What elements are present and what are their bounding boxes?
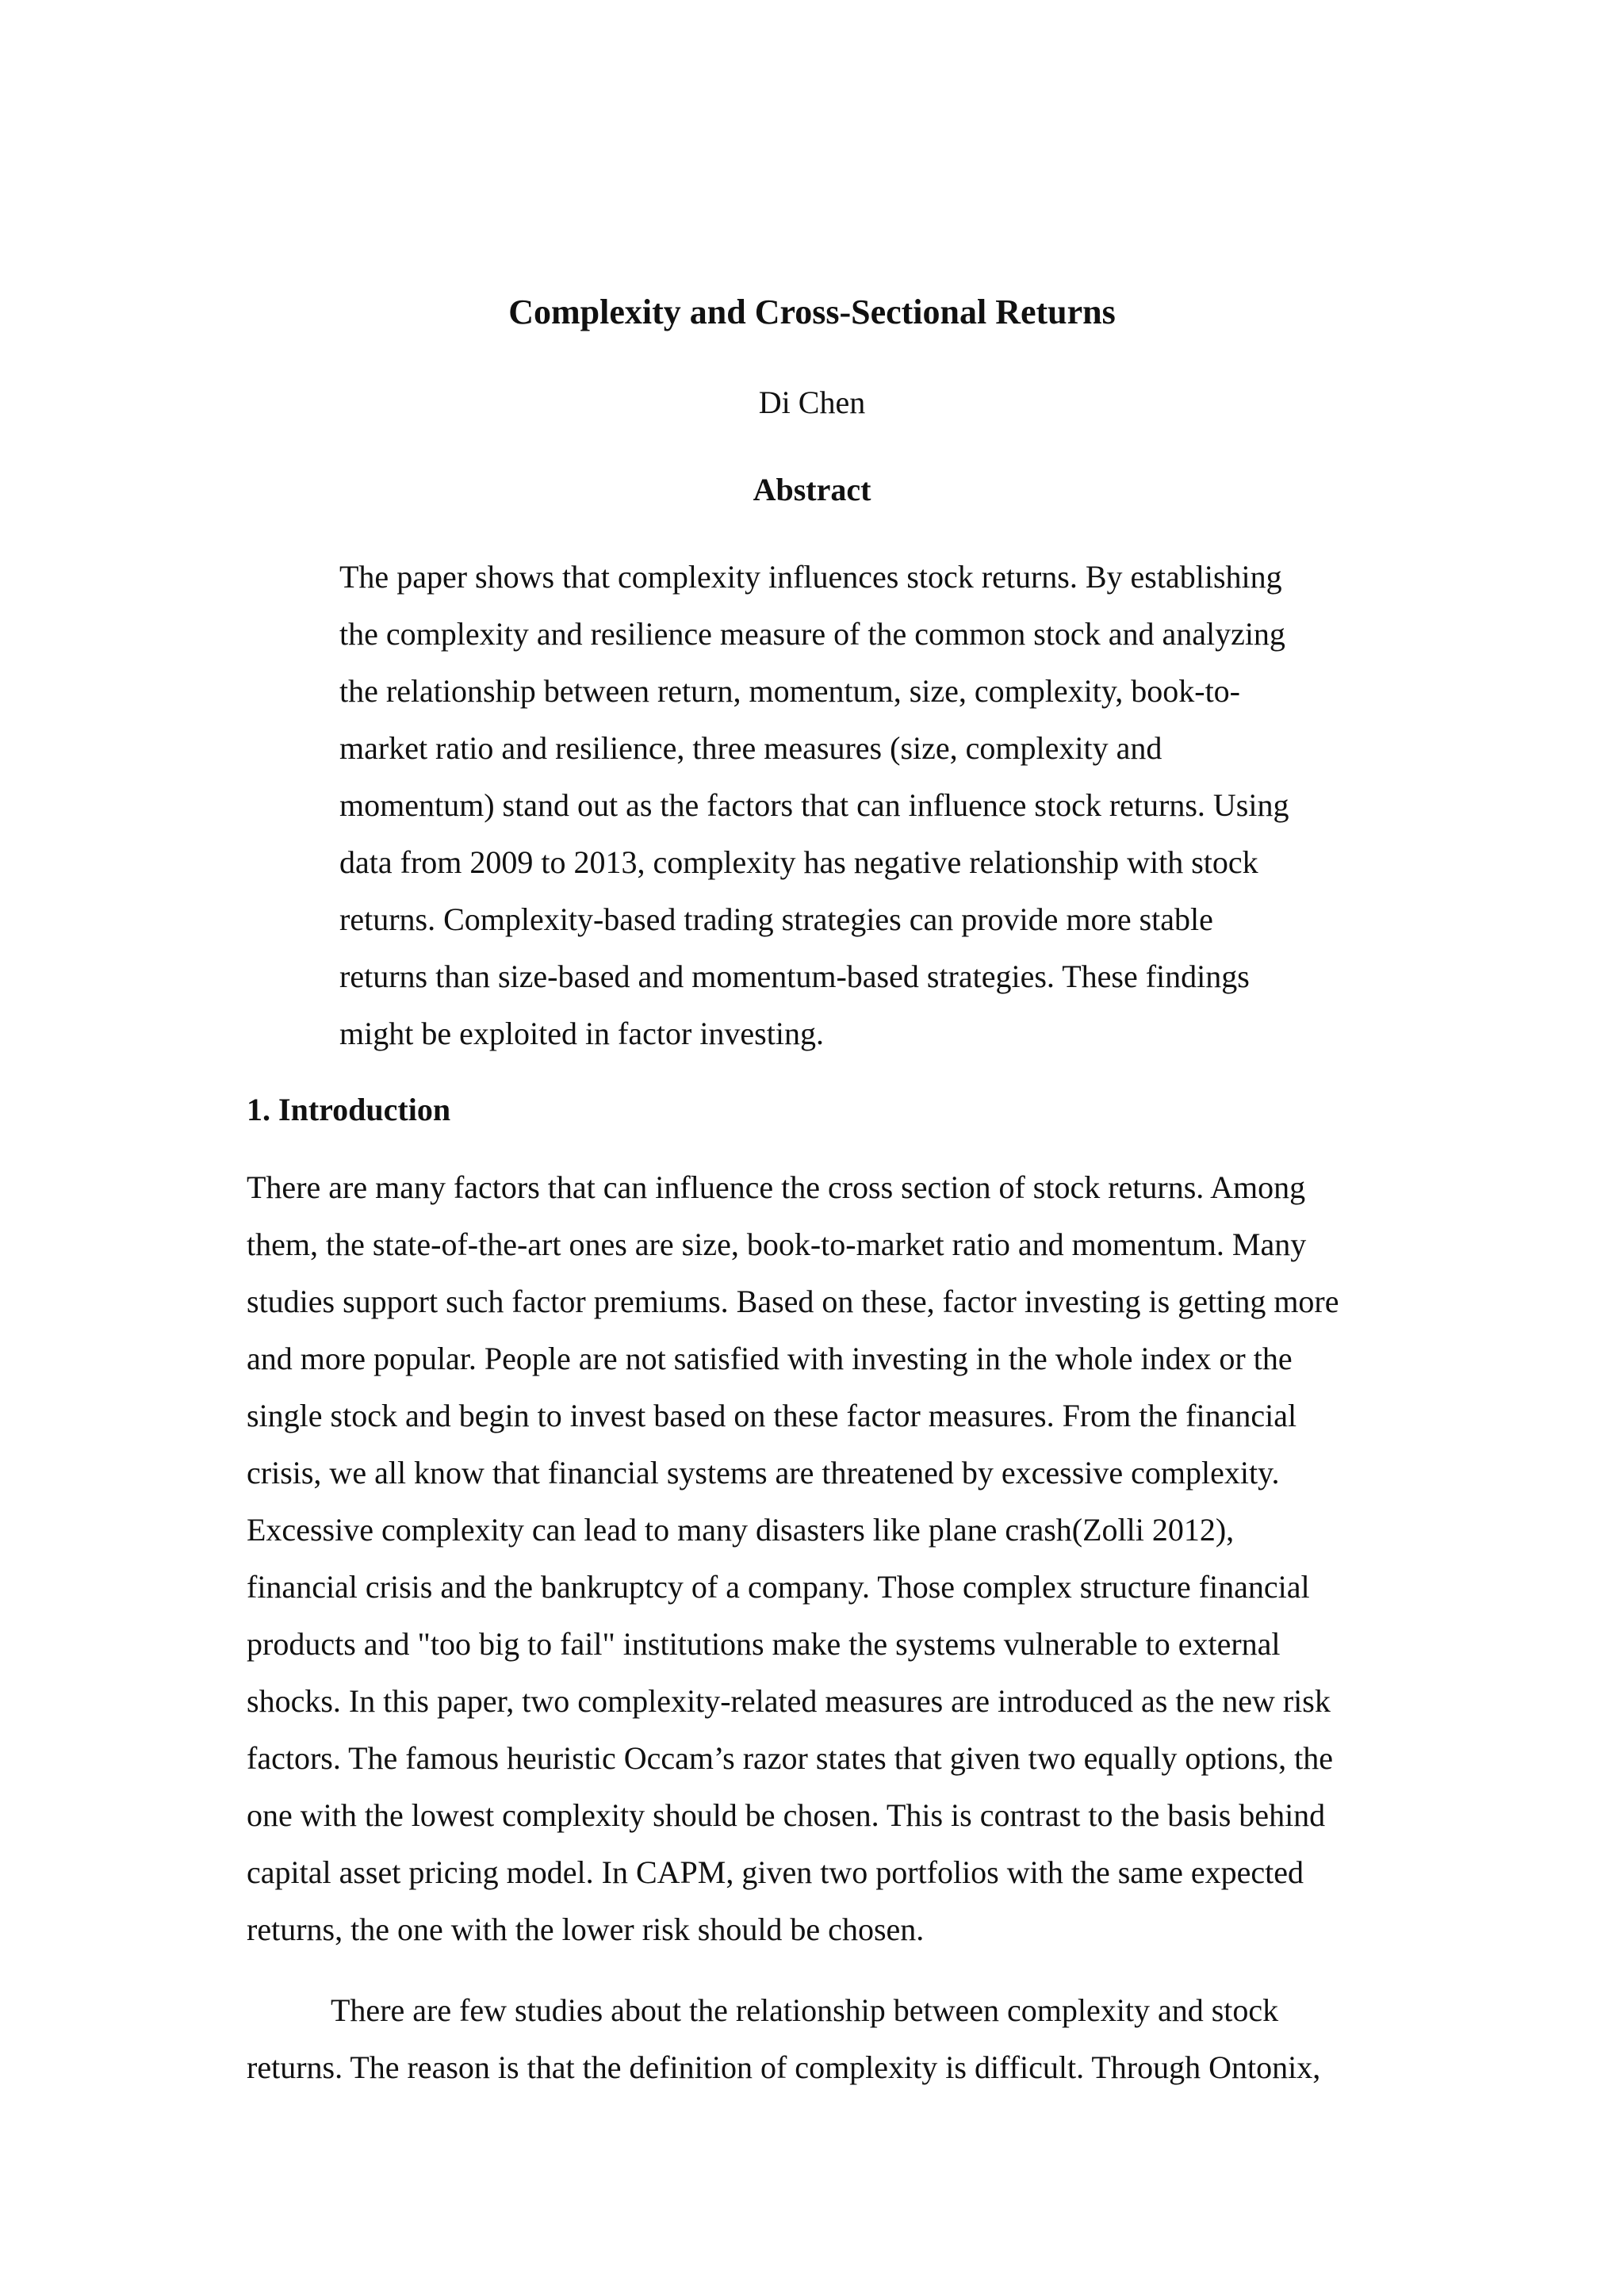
body-line: products and "too big to fail" institutions make the systems vulnerable to external — [247, 1626, 1281, 1662]
abstract-body — [339, 549, 1370, 1062]
body-line: There are few studies about the relationship between complexity and stock — [331, 1992, 1279, 2028]
body-line: financial crisis and the bankruptcy of a company. Those complex structure financial — [247, 1569, 1310, 1605]
body-line: them, the state-of-the-art ones are size, book-to-market ratio and momentum. Many — [247, 1226, 1307, 1262]
body-line: factors. The famous heuristic Occam’s razor states that given two equally options, the — [247, 1740, 1333, 1776]
abstract-line: the complexity and resilience measure of the common stock and analyzing — [339, 616, 1285, 652]
introduction-paragraph — [247, 1159, 1436, 1958]
abstract-heading: Abstract — [753, 472, 871, 507]
body-line: shocks. In this paper, two complexity-related measures are introduced as the new risk — [247, 1683, 1331, 1719]
body-line: There are many factors that can influence the cross section of stock returns. Among — [247, 1169, 1306, 1205]
abstract-line: returns than size-based and momentum-based strategies. These findings — [339, 959, 1250, 994]
body-line: one with the lowest complexity should be chosen. This is contrast to the basis behind — [247, 1797, 1326, 1833]
abstract-line: market ratio and resilience, three measures (size, complexity and — [339, 730, 1162, 766]
body-line: returns. The reason is that the definition of complexity is difficult. Through Ontonix, — [247, 2049, 1321, 2085]
abstract-line: returns. Complexity-based trading strategies can provide more stable — [339, 901, 1213, 937]
second-paragraph — [247, 1982, 1436, 2096]
body-line: returns, the one with the lower risk should be chosen. — [247, 1911, 925, 1947]
section-heading-introduction: 1. Introduction — [247, 1092, 451, 1127]
author-name: Di Chen — [758, 385, 866, 420]
body-line: Excessive complexity can lead to many disasters like plane crash(Zolli 2012), — [247, 1512, 1235, 1548]
paper-title: Complexity and Cross-Sectional Returns — [508, 293, 1116, 331]
body-line: single stock and begin to invest based on these factor measures. From the financial — [247, 1398, 1297, 1433]
body-line: studies support such factor premiums. Based on these, factor investing is getting more — [247, 1284, 1339, 1319]
body-line: capital asset pricing model. In CAPM, given two portfolios with the same expected — [247, 1854, 1304, 1890]
abstract-line: momentum) stand out as the factors that can influence stock returns. Using — [339, 787, 1289, 823]
body-line: crisis, we all know that financial systems are threatened by excessive complexity. — [247, 1455, 1280, 1490]
abstract-line: The paper shows that complexity influences stock returns. By establishing — [339, 559, 1282, 595]
abstract-line: might be exploited in factor investing. — [339, 1016, 824, 1051]
abstract-line: the relationship between return, momentum, size, complexity, book-to- — [339, 673, 1240, 709]
body-line: and more popular. People are not satisfied with investing in the whole index or the — [247, 1341, 1293, 1376]
abstract-line: data from 2009 to 2013, complexity has negative relationship with stock — [339, 844, 1258, 880]
